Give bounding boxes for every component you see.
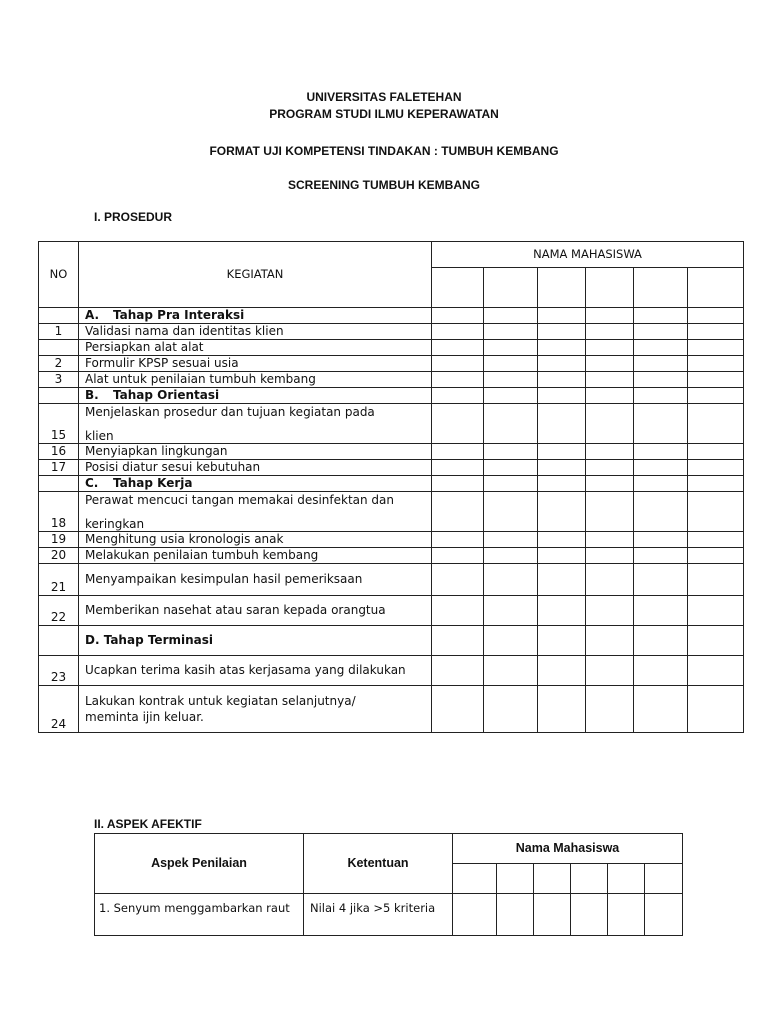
section-row-c [39, 476, 744, 492]
table-row [39, 356, 744, 372]
section-row-d [39, 626, 744, 656]
student-cell[interactable] [534, 864, 571, 894]
table-row [39, 686, 744, 733]
table-row [39, 460, 744, 476]
row-no: 17 [39, 460, 79, 476]
row-no: 16 [39, 444, 79, 460]
student-cell[interactable] [538, 268, 586, 308]
row-aspek: 1. Senyum menggambarkan raut [95, 894, 304, 936]
table-row [95, 894, 683, 936]
row-kegiatan-line1: Perawat mencuci tangan memakai desinfektan dan [85, 492, 395, 507]
section-b-letter: B. [85, 388, 99, 402]
student-cell[interactable] [608, 864, 645, 894]
section-d-label: D. Tahap Terminasi [79, 626, 432, 656]
row-no: 21 [39, 564, 79, 596]
row-no: 24 [39, 686, 79, 733]
header-nama-mahasiswa: NAMA MAHASISWA [432, 242, 744, 268]
row-kegiatan: Ucapkan terima kasih atas kerjasama yang dilakukan [79, 656, 432, 686]
section-c-label: Tahap Kerja [113, 476, 193, 490]
table-row [39, 444, 744, 460]
row-kegiatan: Alat untuk penilaian tumbuh kembang [79, 372, 432, 388]
row-no: 23 [39, 656, 79, 686]
row-kegiatan-line2: klien [85, 428, 114, 443]
table-row [39, 532, 744, 548]
row-kegiatan-line1: Lakukan kontrak untuk kegiatan selanjutnya/ [85, 693, 356, 708]
row-kegiatan [79, 404, 432, 444]
section-c-letter: C. [85, 476, 99, 490]
table-row [39, 656, 744, 686]
header-kegiatan: KEGIATAN [79, 242, 432, 308]
row-no: 18 [39, 492, 79, 532]
table-row [39, 492, 744, 532]
row-no: 20 [39, 548, 79, 564]
row-kegiatan-line2: keringkan [85, 516, 145, 531]
section-prosedur-title: I. PROSEDUR [94, 210, 173, 224]
row-kegiatan: Formulir KPSP sesuai usia [79, 356, 432, 372]
student-cell[interactable] [645, 864, 683, 894]
row-no: 19 [39, 532, 79, 548]
row-kegiatan: Melakukan penilaian tumbuh kembang [79, 548, 432, 564]
table-row [39, 324, 744, 340]
row-kegiatan: Validasi nama dan identitas klien [79, 324, 432, 340]
row-kegiatan: Menghitung usia kronologis anak [79, 532, 432, 548]
table-row [39, 596, 744, 626]
student-cell[interactable] [484, 268, 538, 308]
row-no: 2 [39, 356, 79, 372]
row-kegiatan: Memberikan nasehat atau saran kepada orangtua [79, 596, 432, 626]
row-kegiatan-line1: Menjelaskan prosedur dan tujuan kegiatan pada [85, 404, 375, 419]
row-kegiatan: Menyiapkan lingkungan [79, 444, 432, 460]
student-cell[interactable] [634, 268, 688, 308]
table-row [39, 340, 744, 356]
row-kegiatan-line2: meminta ijin keluar. [85, 709, 204, 724]
student-cell[interactable] [571, 864, 608, 894]
section-row-b [39, 388, 744, 404]
section-a-label: Tahap Pra Interaksi [113, 308, 245, 322]
row-no: 3 [39, 372, 79, 388]
section-afektif-title: II. ASPEK AFEKTIF [94, 817, 202, 831]
student-cell[interactable] [586, 268, 634, 308]
student-cell[interactable] [497, 864, 534, 894]
row-no: 1 [39, 324, 79, 340]
header-aspek-penilaian: Aspek Penilaian [95, 834, 304, 894]
student-cell[interactable] [453, 864, 497, 894]
table-row [39, 564, 744, 596]
format-title: FORMAT UJI KOMPETENSI TINDAKAN : TUMBUH KEMBANG [209, 144, 559, 158]
row-no: 22 [39, 596, 79, 626]
table-row [39, 372, 744, 388]
row-kegiatan [79, 492, 432, 532]
afektif-table [94, 833, 683, 936]
row-kegiatan [79, 686, 432, 733]
program-name: PROGRAM STUDI ILMU KEPERAWATAN [269, 107, 499, 121]
university-name: UNIVERSITAS FALETEHAN [306, 90, 462, 104]
table-row [39, 404, 744, 444]
row-kegiatan: Posisi diatur sesui kebutuhan [79, 460, 432, 476]
row-ketentuan: Nilai 4 jika >5 kriteria [304, 894, 453, 936]
section-b-label: Tahap Orientasi [113, 388, 220, 402]
student-cell[interactable] [688, 268, 744, 308]
row-no: 15 [39, 404, 79, 444]
screening-title: SCREENING TUMBUH KEMBANG [288, 178, 480, 192]
table-row [39, 548, 744, 564]
section-row-a [39, 308, 744, 324]
row-no [39, 340, 79, 356]
row-kegiatan: Menyampaikan kesimpulan hasil pemeriksaan [79, 564, 432, 596]
section-a-letter: A. [85, 308, 100, 322]
header-ketentuan: Ketentuan [304, 834, 453, 894]
row-kegiatan: Persiapkan alat alat [79, 340, 432, 356]
prosedur-table [38, 241, 744, 733]
header-no: NO [39, 242, 79, 308]
student-cell[interactable] [432, 268, 484, 308]
header-nama-mahasiswa-2: Nama Mahasiswa [453, 834, 683, 864]
